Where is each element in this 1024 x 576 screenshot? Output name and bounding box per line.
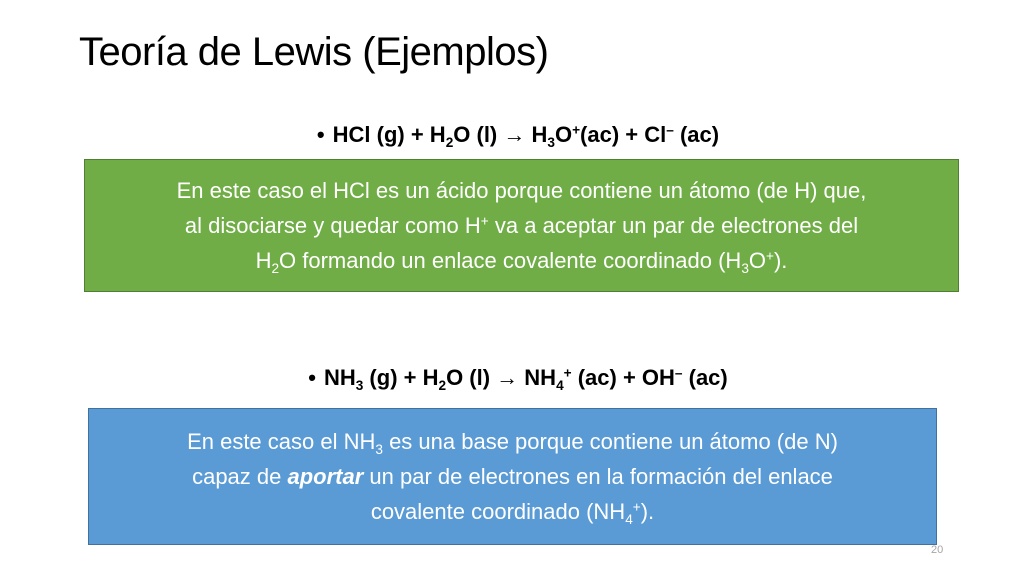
- bullet: •: [316, 122, 325, 147]
- explanation-text: un par de electrones en la formación del enlace: [363, 464, 833, 489]
- subscript: 3: [375, 441, 383, 457]
- equation-nh3: [0, 365, 1024, 391]
- explanation-line: [89, 459, 936, 494]
- equation-text: NH: [323, 365, 356, 390]
- superscript: +: [766, 248, 774, 264]
- subscript: 2: [445, 134, 454, 150]
- equation-text: O (l): [446, 365, 497, 390]
- explanation-text: ).: [640, 499, 655, 524]
- explanation-line: [85, 243, 958, 278]
- equation-text: O (l): [453, 122, 504, 147]
- explanation-text: capaz de: [192, 464, 288, 489]
- explanation-line: [85, 208, 958, 243]
- superscript: +: [480, 213, 489, 229]
- explanation-text: O formando un enlace covalente coordinado (H: [279, 248, 742, 273]
- acid-explanation-box: [84, 159, 959, 292]
- superscript: –: [674, 365, 683, 381]
- equation-text: O: [554, 122, 573, 147]
- equation-hcl: [0, 122, 1024, 148]
- page-number: 20: [931, 544, 944, 556]
- equation-text: HCl (g) + H: [332, 122, 446, 147]
- explanation-text: En este caso el HCl es un ácido porque contiene un átomo (de H) que,: [176, 178, 867, 203]
- subscript: 4: [556, 377, 564, 393]
- subscript: 3: [355, 377, 364, 393]
- explanation-text: H: [255, 248, 272, 273]
- superscript: +: [563, 365, 572, 381]
- explanation-text: es una base porque contiene un átomo (de N): [382, 429, 838, 454]
- subscript: 2: [271, 260, 280, 276]
- explanation-text: En este caso el NH: [187, 429, 376, 454]
- reaction-arrow: →: [503, 122, 526, 147]
- superscript: +: [572, 122, 581, 138]
- subscript: 3: [547, 134, 555, 150]
- equation-text: H: [525, 122, 548, 147]
- subscript: 3: [741, 260, 749, 276]
- explanation-line: [85, 173, 958, 208]
- equation-text: (ac): [673, 122, 720, 147]
- reaction-arrow: →: [496, 365, 519, 390]
- bullet: •: [308, 365, 316, 390]
- equation-text: (ac) + Cl: [580, 122, 667, 147]
- equation-text: (ac) + OH: [571, 365, 675, 390]
- superscript: +: [632, 499, 641, 515]
- equation-text: NH: [518, 365, 557, 390]
- explanation-text: covalente coordinado (NH: [370, 499, 626, 524]
- explanation-text: ).: [773, 248, 788, 273]
- equation-text: (ac): [682, 365, 728, 390]
- subscript: 4: [625, 511, 633, 527]
- superscript: –: [666, 122, 674, 138]
- explanation-line: [89, 424, 936, 459]
- emphasis-text: aportar: [287, 464, 364, 489]
- explanation-text: O: [748, 248, 767, 273]
- equation-text: (g) + H: [363, 365, 439, 390]
- base-explanation-box: [88, 408, 937, 545]
- explanation-text: va a aceptar un par de electrones del: [488, 213, 859, 238]
- slide-title: Teoría de Lewis (Ejemplos): [79, 30, 549, 74]
- subscript: 2: [438, 377, 447, 393]
- explanation-line: [89, 494, 936, 529]
- explanation-text: al disociarse y quedar como H: [184, 213, 481, 238]
